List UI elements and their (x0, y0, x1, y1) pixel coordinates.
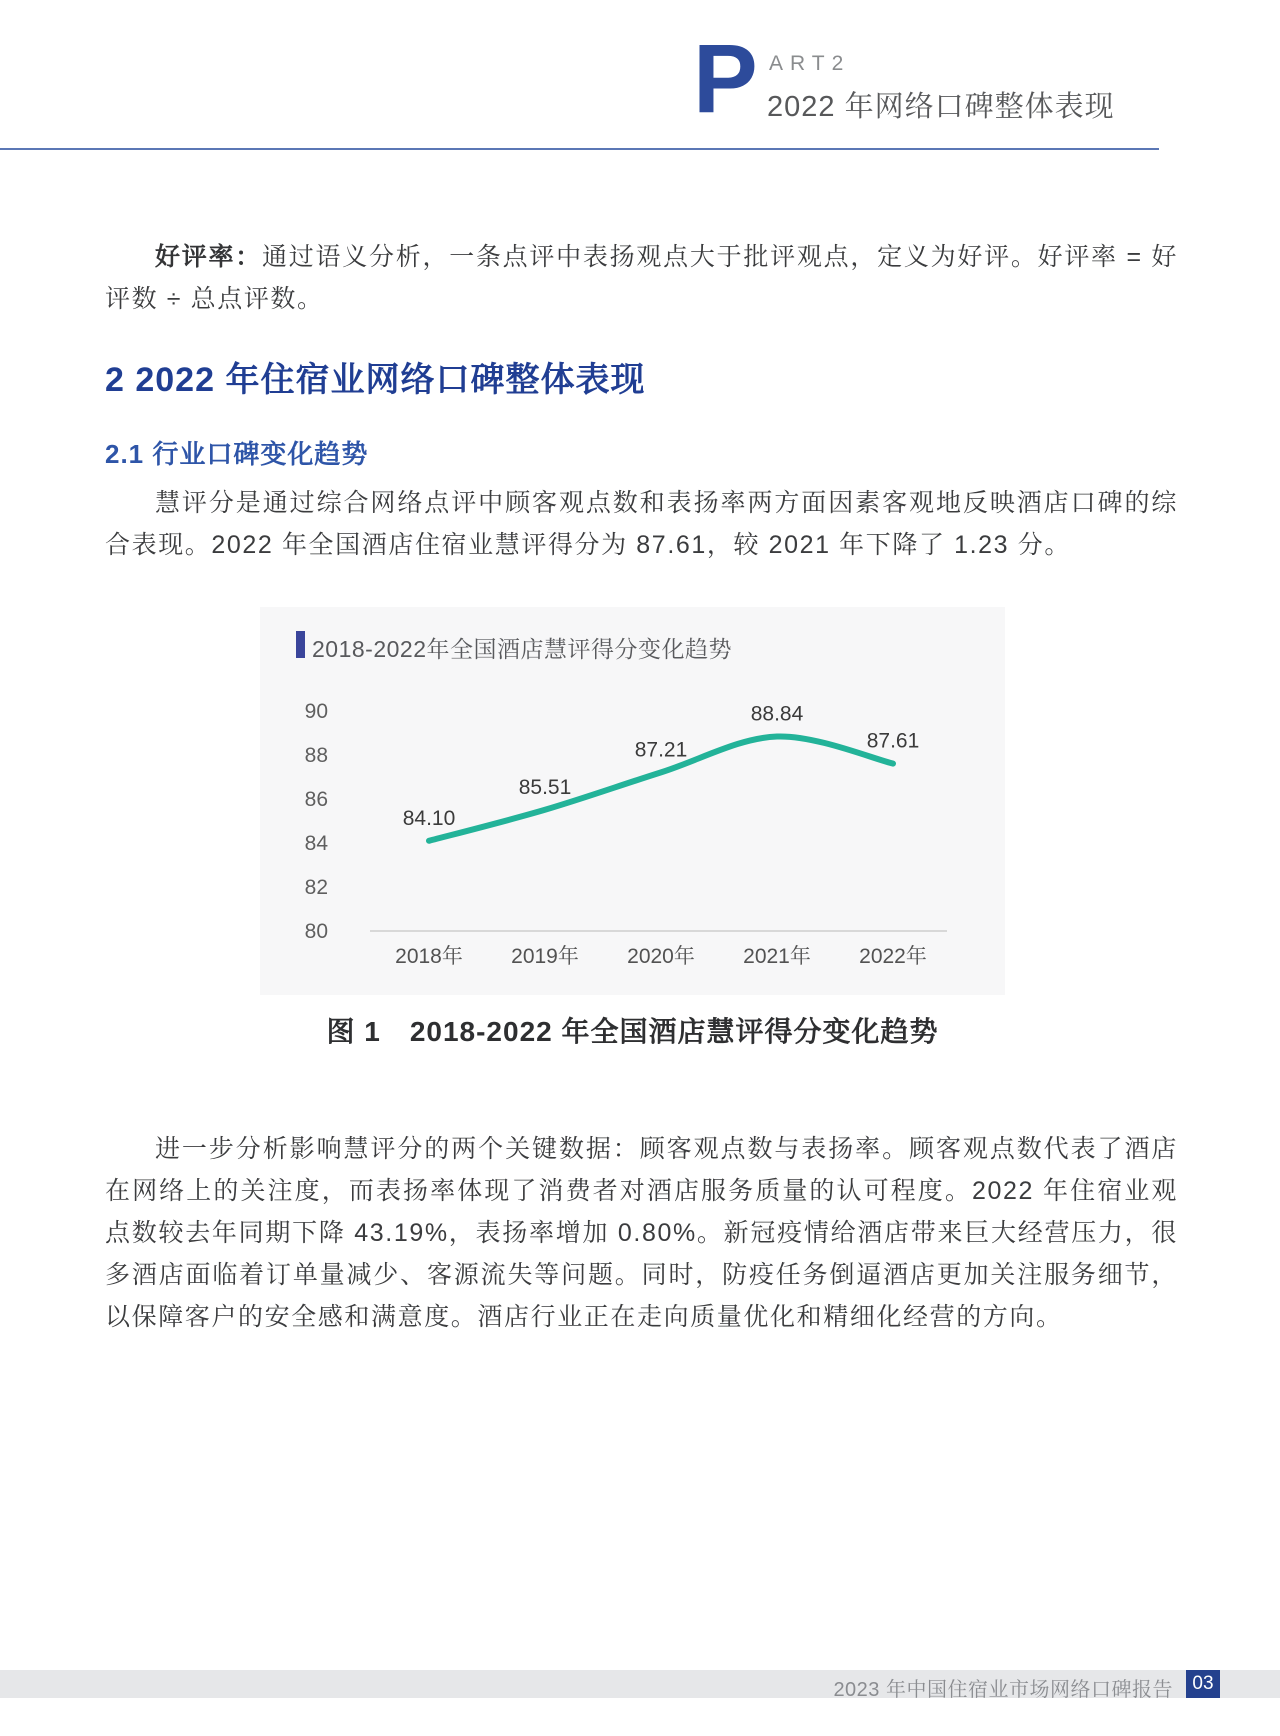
y-tick-label: 86 (304, 788, 328, 811)
x-axis-label: 2019年 (511, 945, 579, 968)
trend-chart-svg (260, 607, 1005, 995)
analysis-paragraph: 进一步分析影响慧评分的两个关键数据：顾客观点数与表扬率。顾客观点数代表了酒店在网络上的关注度，而表扬率体现了消费者对酒店服务质量的认可程度。2022 年住宿业观点数较去年同期下降 43.19%，表扬率增加 0.80%。新冠疫情给酒店带来巨大经营压力，很多酒店面临着订单量减少、客源流失等问题。同时，防疫任务倒逼酒店更加关注服务细节，以保障客户的安全感和满意度。酒店行业正在走向质量优化和精细化经营的方向。 (105, 1135, 1178, 1331)
footer-bar (0, 1670, 1280, 1701)
chart-title: 2018-2022年全国酒店慧评得分变化趋势 (312, 636, 732, 662)
x-axis-label: 2022年 (859, 945, 927, 968)
chart-panel (260, 607, 1005, 995)
definition-text: 通过语义分析，一条点评中表扬观点大于批评观点，定义为好评。好评率 = 好评数 ÷ 总点评数。 (105, 243, 1178, 313)
data-point-label: 84.10 (402, 806, 456, 830)
data-point-label: 88.84 (750, 702, 804, 726)
data-point-label: 87.61 (866, 729, 920, 753)
data-point-label: 85.51 (518, 775, 572, 799)
y-tick-label: 84 (304, 832, 328, 855)
chapter-title: 2022 年网络口碑整体表现 (767, 91, 1115, 123)
footer-report-title: 2023 年中国住宿业市场网络口碑报告 (833, 1679, 1173, 1701)
definition-term: 好评率： (155, 243, 262, 271)
part-letter: P (693, 24, 758, 133)
part-word: ART2 (769, 52, 851, 75)
intro-paragraph: 慧评分是通过综合网络点评中顾客观点数和表扬率两方面因素客观地反映酒店口碑的综合表现。2022 年全国酒店住宿业慧评得分为 87.61，较 2021 年下降了 1.23 分。 (105, 489, 1178, 559)
page-number-badge: 03 (1186, 1670, 1220, 1698)
data-point-label: 87.21 (634, 738, 688, 762)
x-axis-label: 2021年 (743, 945, 811, 968)
header-divider (0, 148, 1159, 150)
x-axis-label: 2020年 (627, 945, 695, 968)
y-tick-label: 90 (304, 700, 328, 723)
section-heading: 2 2022 年住宿业网络口碑整体表现 (105, 361, 646, 399)
y-tick-label: 82 (304, 876, 328, 899)
definition-paragraph (105, 236, 1178, 320)
y-tick-label: 88 (304, 744, 328, 767)
figure-caption: 图 1 2018-2022 年全国酒店慧评得分变化趋势 (326, 1016, 939, 1047)
y-tick-label: 80 (304, 920, 328, 943)
x-axis-label: 2018年 (395, 945, 463, 968)
subsection-heading: 2.1 行业口碑变化趋势 (105, 439, 369, 469)
